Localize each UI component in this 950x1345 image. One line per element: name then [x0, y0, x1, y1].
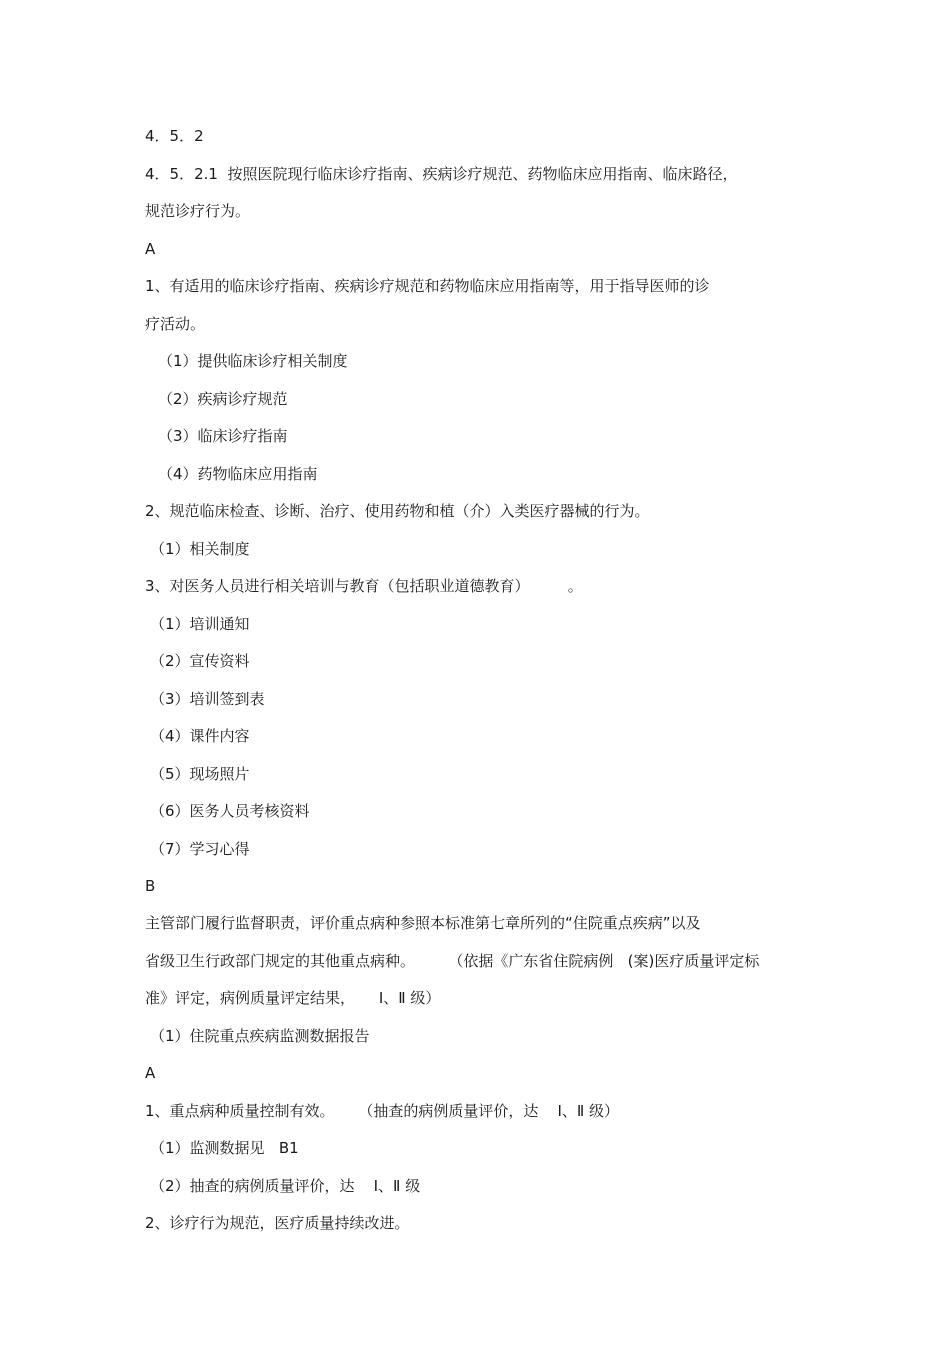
grade-label: A: [145, 240, 156, 258]
item-text: 2、规范临床检查、诊断、治疗、使用药物和植（介）入类医疗器械的行为。: [145, 502, 650, 520]
grade-label: A: [145, 1064, 156, 1082]
sub-item: （7）学习心得: [150, 840, 250, 858]
item-text: 1、重点病种质量控制有效。 （抽查的病例质量评价，达 Ⅰ、Ⅱ 级）: [145, 1102, 620, 1120]
clause-text: 4．5．2.1 按照医院现行临床诊疗指南、疾病诊疗规范、药物临床应用指南、临床路径，: [145, 165, 738, 183]
sub-item: （4）药物临床应用指南: [158, 465, 318, 483]
sub-item: （1）监测数据见 B1: [150, 1139, 299, 1157]
sub-item: （2）抽查的病例质量评价，达 Ⅰ、Ⅱ 级: [150, 1177, 421, 1195]
sub-item: （4）课件内容: [150, 727, 250, 745]
item-text: 2、诊疗行为规范，医疗质量持续改进。: [145, 1214, 410, 1232]
paragraph-text: 主管部门履行监督职责，评价重点病种参照本标准第七章所列的“住院重点疾病”以及: [145, 914, 701, 932]
sub-item: （1）培训通知: [150, 615, 250, 633]
sub-item: （6）医务人员考核资料: [150, 802, 310, 820]
paragraph-text: 省级卫生行政部门规定的其他重点病种。 （依据《广东省住院病例 (案)医疗质量评定标: [145, 952, 760, 970]
clause-text-continued: 规范诊疗行为。: [145, 202, 251, 220]
item-text-continued: 疗活动。: [145, 315, 206, 333]
item-text: 1、有适用的临床诊疗指南、疾病诊疗规范和药物临床应用指南等，用于指导医师的诊: [145, 277, 710, 295]
sub-item: （2）疾病诊疗规范: [158, 390, 288, 408]
sub-item: （5）现场照片: [150, 765, 250, 783]
sub-item: （1）住院重点疾病监测数据报告: [150, 1027, 370, 1045]
sub-item: （1）相关制度: [150, 540, 250, 558]
sub-item: （3）临床诊疗指南: [158, 427, 288, 445]
sub-item: （3）培训签到表: [150, 690, 265, 708]
paragraph-text: 准》评定，病例质量评定结果， Ⅰ、Ⅱ 级）: [145, 989, 441, 1007]
sub-item: （1）提供临床诊疗相关制度: [158, 352, 348, 370]
grade-label: B: [145, 877, 156, 895]
section-heading: 4．5．2: [145, 127, 204, 145]
sub-item: （2）宣传资料: [150, 652, 250, 670]
item-text: 3、对医务人员进行相关培训与教育（包括职业道德教育） 。: [145, 577, 583, 595]
